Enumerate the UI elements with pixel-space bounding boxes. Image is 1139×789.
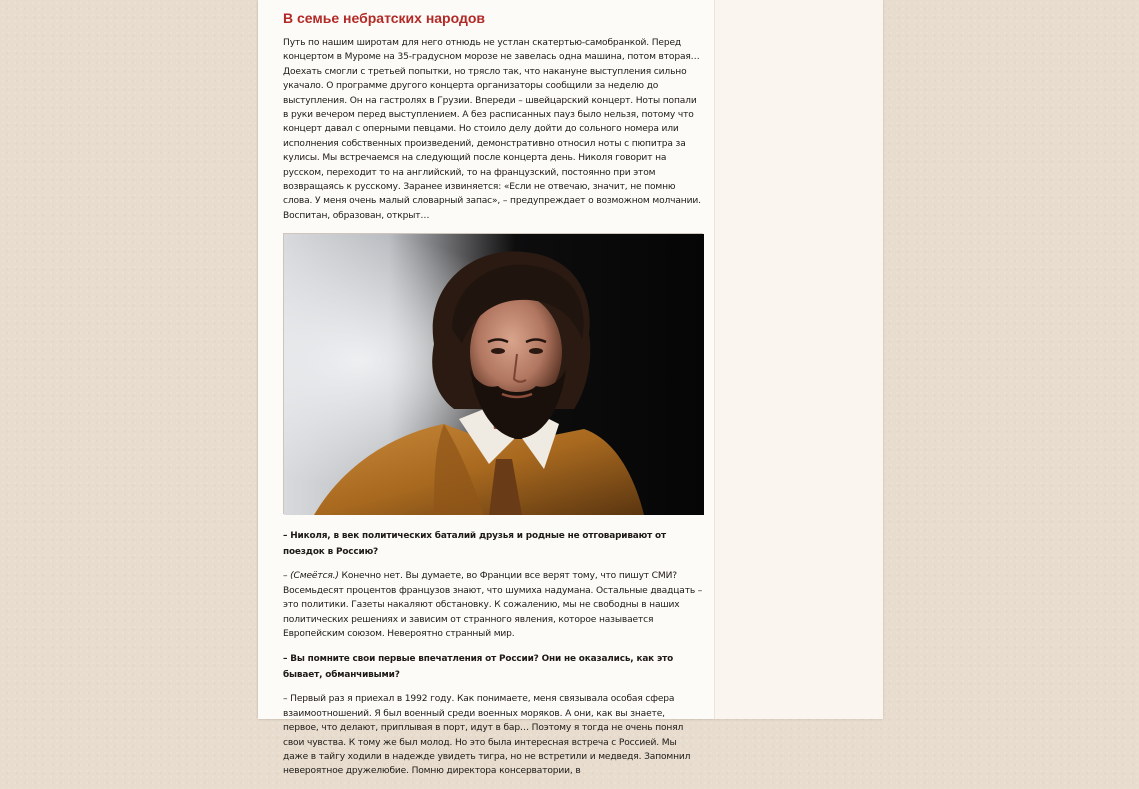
answer-emphasis: (Смеётся.)	[290, 571, 339, 582]
interview-question-2: – Вы помните свои первые впечатления от России? Они не оказались, как это бывает, обманчивыми?	[283, 654, 674, 681]
interview-answer-1	[283, 569, 703, 641]
portrait-photo	[283, 233, 703, 514]
article-column	[258, 0, 715, 777]
section-title: В семье небратских народов	[283, 10, 486, 26]
page-sheet	[258, 0, 883, 777]
article-content	[283, 9, 703, 789]
sidebar-column	[715, 0, 883, 719]
answer-dash: –	[283, 571, 291, 582]
answer-text: Конечно нет. Вы думаете, во Франции все верят тому, что пишут СМИ? Восемьдесят процентов французов знают, что шумиха надумана. Остальные двадцать – это политики. Газеты накаляют обстановку. К сожалению, мы не свободны в наших политических решениях и зависим от странного явления, которое называется Европейским союзом. Невероятно странный мир.	[283, 571, 703, 639]
lead-paragraph: Путь по нашим широтам для него отнюдь не устлан скатертью-самобранкой. Перед концертом в Муроме на 35-градусном морозе не завелась одна машина, потом вторая… Доехать смогли с третьей попытки, но трясло так, что накануне выступления сильно укачало. О программе другого концерта организаторы сообщили за неделю до выступления. Он на гастролях в Грузии. Впереди – швейцарский концерт. Ноты попали в руки вечером перед выступлением. А без расписанных пауз было нельзя, потому что концерт давал с оперными певцами. Но стоило делу дойти до сольного номера или исполнения собственных произведений, демонстративно относил ноты с пюпитра за кулисы. Мы встречаемся на следующий после концерта день. Николя говорит на русском, переходит то на английский, то на французский, постоянно при этом возвращаясь к русскому. Заранее извиняется: «Если не отвечаю, значит, не помню слова. У меня очень малый словарный запас», – предупреждает о возможном молчании. Воспитан, образован, открыт…	[283, 38, 701, 221]
interview-answer-2: – Первый раз я приехал в 1992 году. Как понимаете, меня связывала особая сфера взаимоотношений. Я был военный среди военных моряков. А они, как вы знаете, первое, что делают, приплывая в порт, идут в бар… Поэтому я тогда не очень понял свои чувства. К тому же был молод. Но это была интересная встреча с Россией. Мы даже в тайгу ходили в надежде увидеть тигра, но не встретили и медведя. Запомнил невероятное дружелюбие. Помню директора консерватории, в	[283, 694, 691, 777]
interview-question-1: – Николя, в век политических баталий друзья и родные не отговаривают от поездок в Россию?	[283, 531, 667, 558]
portrait-photo-icon	[284, 234, 704, 515]
